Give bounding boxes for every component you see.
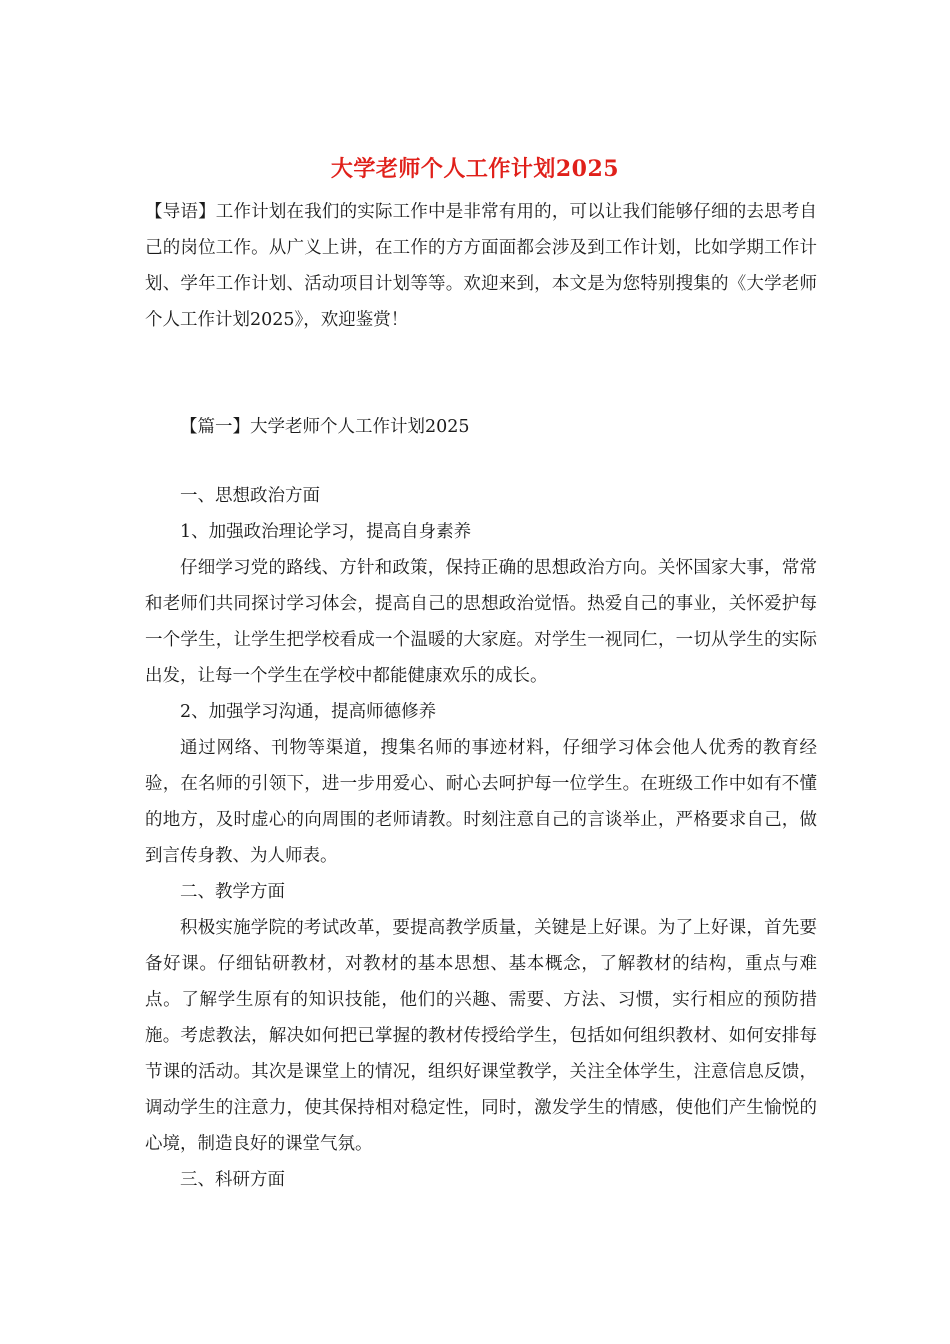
section-heading-research: 三、科研方面 xyxy=(180,1170,285,1190)
paragraph-communication: 通过网络、刊物等渠道，搜集名师的事迹材料，仔细学习体会他人优秀的教育经验，在名师的引领下，进一步用爱心、耐心去呵护每一位学生。在班级工作中如有不懂的地方，及时虚心的向周围的老师请教。时刻注意自己的言谈举止，严格要求自己，做到言传身教、为人师表。 xyxy=(145,738,817,866)
section-heading-politics: 一、思想政治方面 xyxy=(180,486,320,506)
intro-paragraph: 【导语】工作计划在我们的实际工作中是非常有用的，可以让我们能够仔细的去思考自己的岗位工作。从广义上讲，在工作的方方面面都会涉及到工作计划，比如学期工作计划、学年工作计划、活动项目计划等等。欢迎来到，本文是为您特别搜集的《大学老师个人工作计划2025》，欢迎鉴赏！ xyxy=(145,202,817,330)
document-title: 大学老师个人工作计划2025 xyxy=(330,156,620,182)
paragraph-theory-study: 仔细学习党的路线、方针和政策，保持正确的思想政治方向。关怀国家大事，常常和老师们共同探讨学习体会，提高自己的思想政治觉悟。热爱自己的事业，关怀爱护每一个学生，让学生把学校看成一个温暖的大家庭。对学生一视同仁，一切从学生的实际出发，让每一个学生在学校中都能健康欢乐的成长。 xyxy=(145,558,817,686)
subheading-theory-study: 1、加强政治理论学习，提高自身素养 xyxy=(180,522,472,542)
chapter-heading: 【篇一】大学老师个人工作计划2025 xyxy=(180,417,470,437)
section-heading-teaching: 二、教学方面 xyxy=(180,882,285,902)
paragraph-teaching: 积极实施学院的考试改革，要提高教学质量，关键是上好课。为了上好课，首先要备好课。仔细钻研教材，对教材的基本思想、基本概念，了解教材的结构，重点与难点。了解学生原有的知识技能，他们的兴趣、需要、方法、习惯，实行相应的预防措施。考虑教法，解决如何把已掌握的教材传授给学生，包括如何组织教材、如何安排每节课的活动。其次是课堂上的情况，组织好课堂教学，关注全体学生，注意信息反馈，调动学生的注意力，使其保持相对稳定性，同时，激发学生的情感，使他们产生愉悦的心境，制造良好的课堂气氛。 xyxy=(145,918,817,1154)
body-text xyxy=(145,478,817,1198)
subheading-communication: 2、加强学习沟通，提高师德修养 xyxy=(180,702,437,722)
